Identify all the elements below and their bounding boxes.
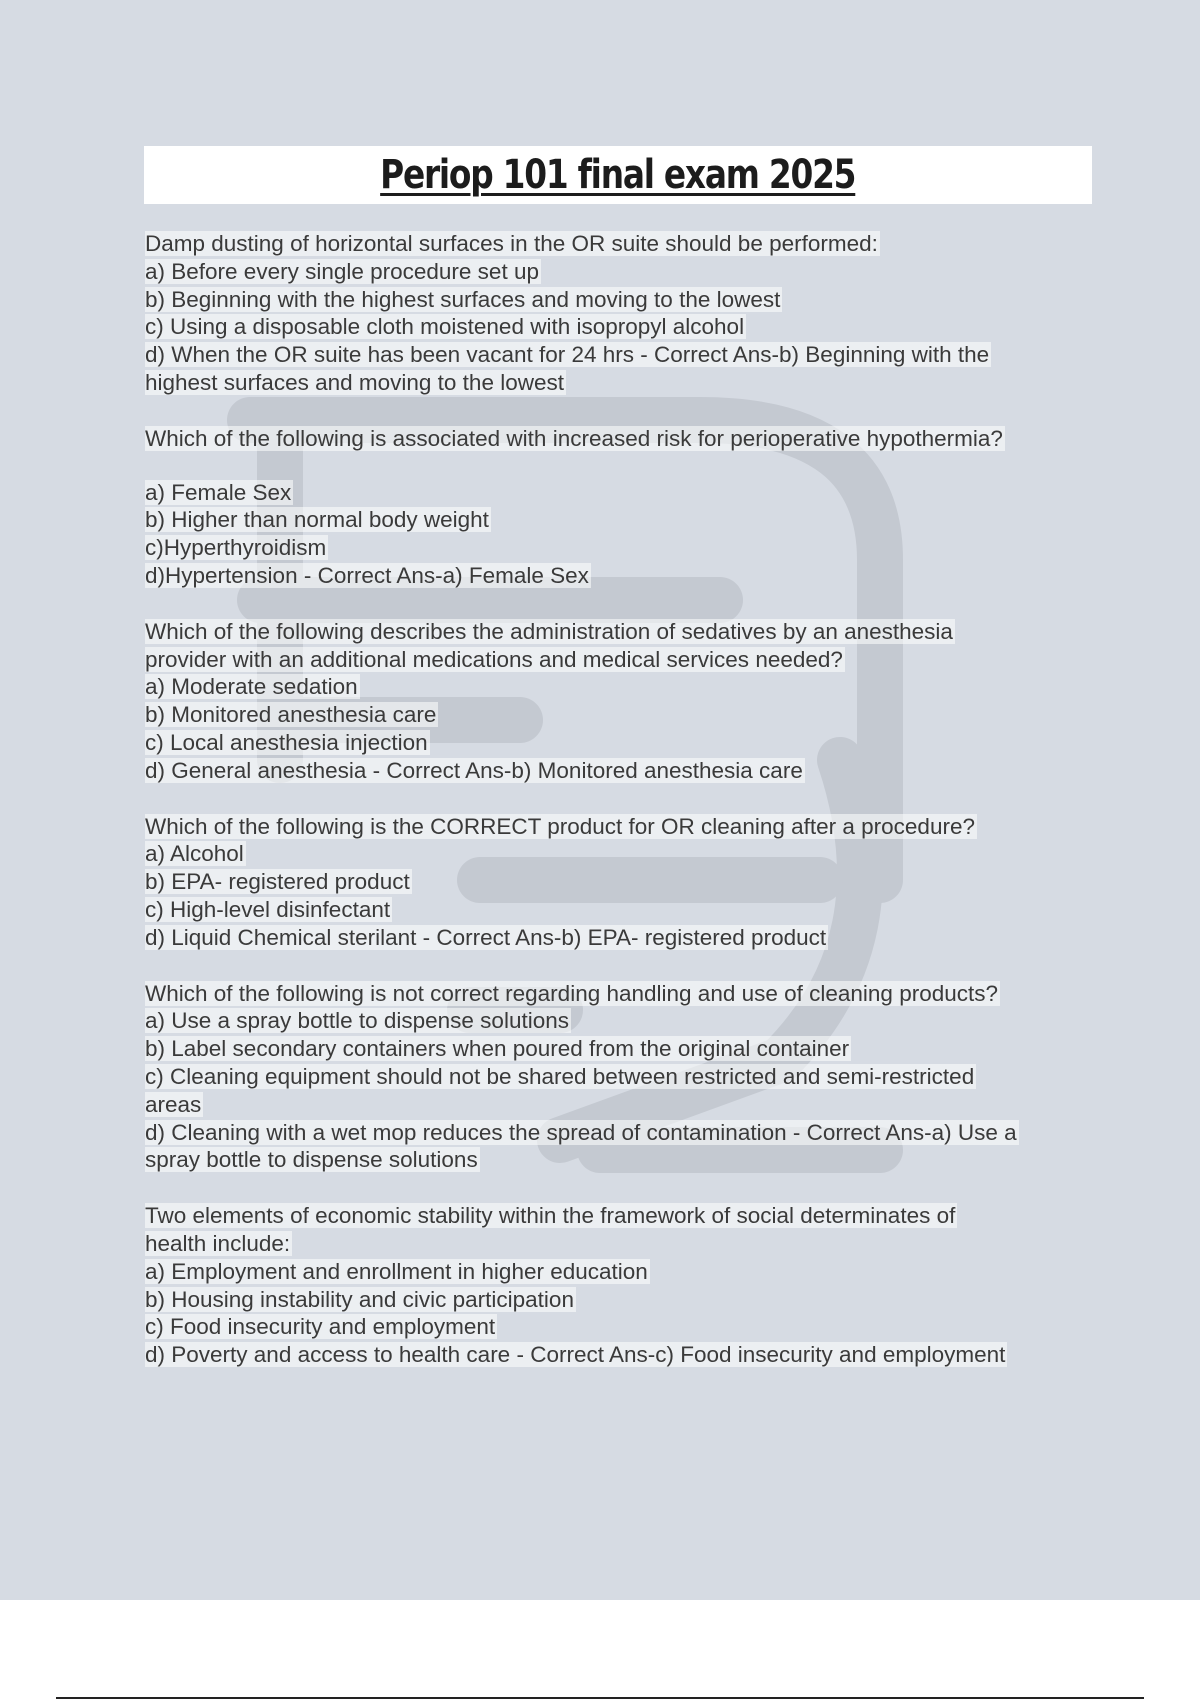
answer-option: d) When the OR suite has been vacant for 24 hrs - Correct Ans-b) Beginning with the	[145, 342, 990, 368]
question-block-2	[145, 425, 1095, 590]
answer-option: b) Housing instability and civic participation	[145, 1286, 574, 1312]
title-bar	[144, 146, 1092, 204]
answer-option: c)Hyperthyroidism	[145, 535, 327, 561]
answer-option: b) EPA- registered product	[145, 869, 410, 895]
question-block-1	[145, 230, 1095, 397]
answer-option: d) Liquid Chemical sterilant - Correct Ans-b) EPA- registered product	[145, 924, 827, 950]
answer-option: highest surfaces and moving to the lowest	[145, 369, 564, 395]
answer-option: a) Employment and enrollment in higher education	[145, 1258, 648, 1284]
answer-option: a) Female Sex	[145, 479, 292, 505]
answer-option: d) General anesthesia - Correct Ans-b) Monitored anesthesia care	[145, 757, 803, 783]
page-title: Periop 101 final exam 2025	[380, 152, 856, 198]
question-stem: Which of the following describes the administration of sedatives by an anesthesia	[145, 618, 953, 644]
answer-option: c) Local anesthesia injection	[145, 729, 428, 755]
question-stem: Two elements of economic stability within the framework of social determinates of	[145, 1203, 956, 1229]
answer-option: d)Hypertension - Correct Ans-a) Female Sex	[145, 562, 589, 588]
question-stem: Which of the following is not correct regarding handling and use of cleaning products?	[145, 980, 999, 1006]
answer-option: c) Using a disposable cloth moistened with isopropyl alcohol	[145, 314, 745, 340]
question-block-6	[145, 1202, 1095, 1369]
answer-option: a) Alcohol	[145, 841, 244, 867]
answer-option: spray bottle to dispense solutions	[145, 1147, 478, 1173]
answer-option: b) Beginning with the highest surfaces and moving to the lowest	[145, 286, 781, 312]
question-stem: Which of the following is associated with increased risk for perioperative hypothermia?	[145, 425, 1003, 451]
answer-option: a) Use a spray bottle to dispense solutions	[145, 1008, 569, 1034]
question-block-4	[145, 813, 1095, 952]
answer-option: a) Before every single procedure set up	[145, 258, 539, 284]
answer-option: a) Moderate sedation	[145, 674, 358, 700]
answer-option: c) Cleaning equipment should not be shared between restricted and semi-restricted	[145, 1063, 975, 1089]
question-list	[145, 230, 1095, 1397]
question-stem: provider with an additional medications and medical services needed?	[145, 646, 843, 672]
answer-option: c) Food insecurity and employment	[145, 1314, 496, 1340]
question-block-3	[145, 618, 1095, 785]
answer-option: d) Cleaning with a wet mop reduces the spread of contamination - Correct Ans-a) Use a	[145, 1119, 1017, 1145]
question-stem: Which of the following is the CORRECT product for OR cleaning after a procedure?	[145, 813, 975, 839]
footer-divider	[56, 1697, 1144, 1699]
answer-option: b) Higher than normal body weight	[145, 507, 489, 533]
question-block-5	[145, 980, 1095, 1175]
question-stem: Damp dusting of horizontal surfaces in the OR suite should be performed:	[145, 231, 878, 256]
answer-option: d) Poverty and access to health care - Correct Ans-c) Food insecurity and employment	[145, 1342, 1006, 1368]
question-stem: health include:	[145, 1230, 291, 1256]
answer-option: areas	[145, 1091, 202, 1117]
answer-option: b) Monitored anesthesia care	[145, 702, 437, 728]
answer-option: b) Label secondary containers when poured from the original container	[145, 1036, 850, 1062]
answer-option: c) High-level disinfectant	[145, 896, 391, 922]
